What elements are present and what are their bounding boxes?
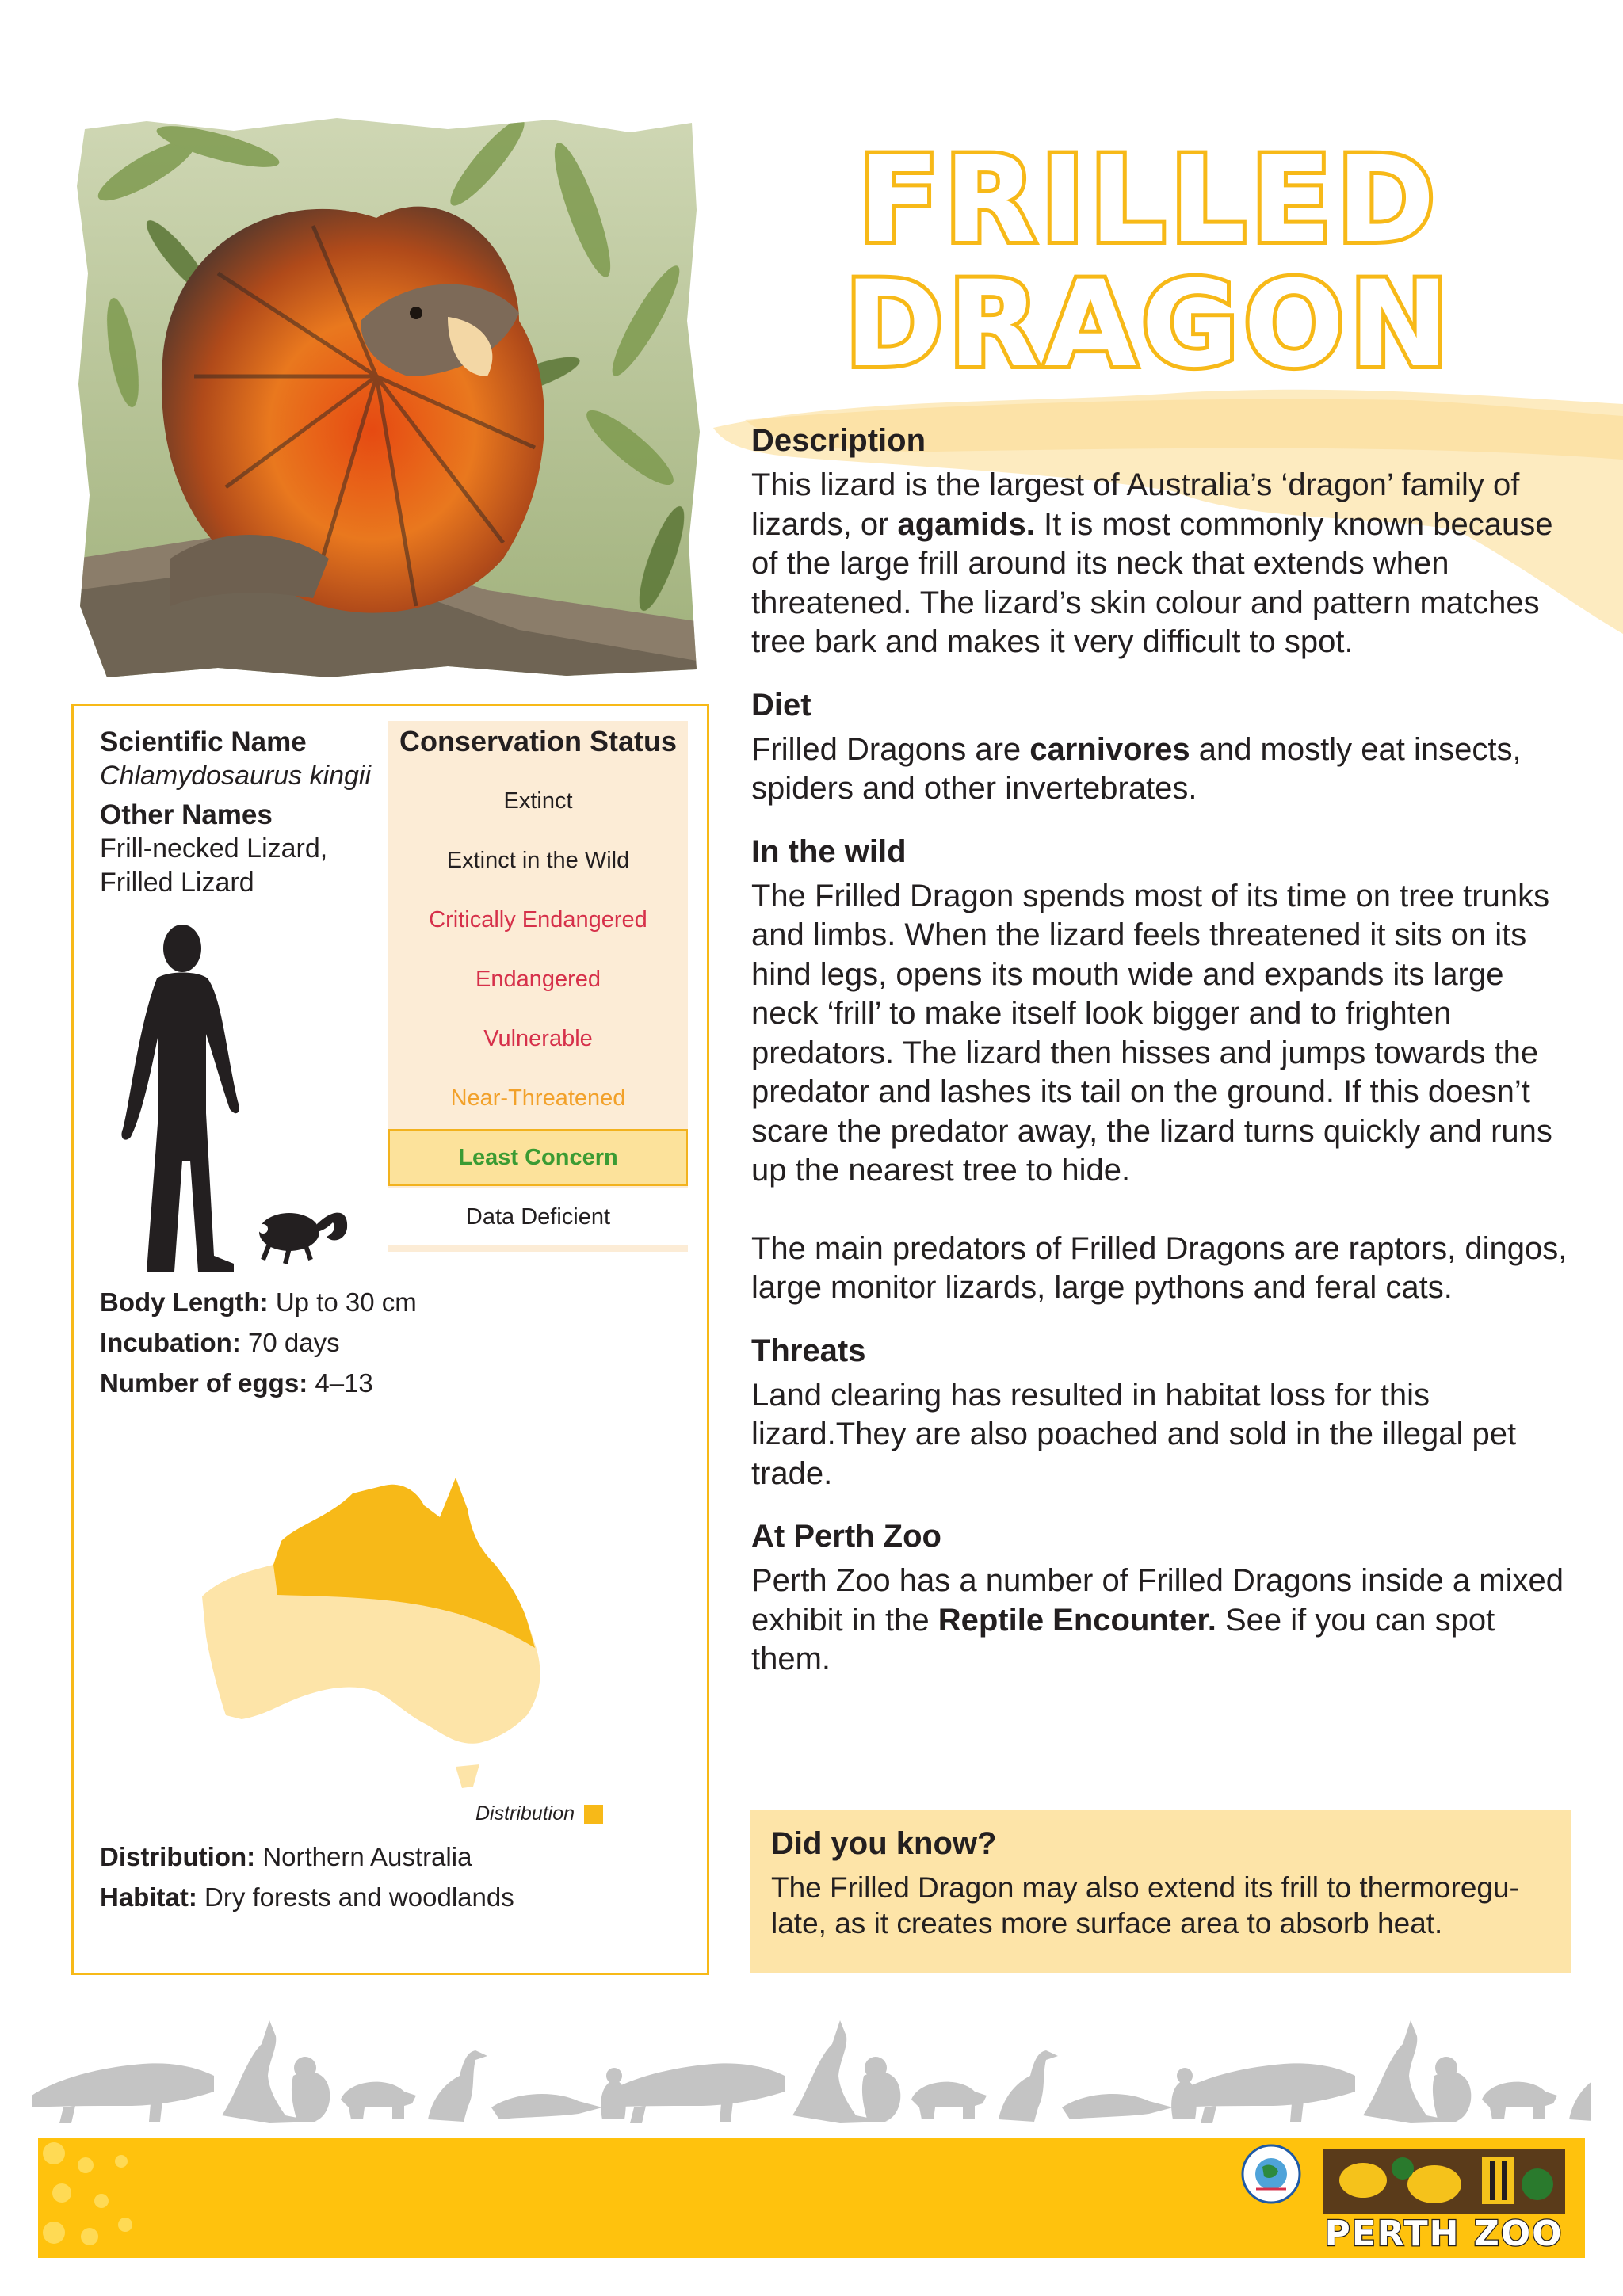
status-critically-endangered: Critically Endangered [429,907,647,933]
status-near-threatened: Near-Threatened [450,1085,626,1111]
title-line-2: DRAGON [844,256,1454,394]
distribution-value: Northern Australia [262,1842,472,1871]
map-legend-label: Distribution [475,1802,575,1825]
distribution-block [100,1836,686,1917]
body-length-row [100,1282,655,1322]
status-endangered: Endangered [475,967,601,992]
reptile-encounter-term: Reptile Encounter. [938,1602,1216,1638]
naming-block [100,725,401,900]
zoo-text-b: See if you can spot them. [751,1602,1495,1676]
scientific-name: Chlamydosaurus kingii [100,761,372,791]
frilled-dragon-photo [75,115,701,681]
threats-section [751,1332,1575,1494]
description-text-b: It is most commonly known because of the large frill around its neck that extends when threatened. The lizard’s skin colour and pattern matches tree bark and makes it very difficult to spot. [751,506,1553,659]
description-text-a: This lizard is the largest of Australia’s ‘dragon’ family of lizards, or [751,467,1520,542]
lizard-silhouette-icon [258,1213,347,1264]
description-heading: Description [751,423,926,458]
size-comparison-silhouettes [95,923,365,1272]
title-line-1: FRILLED [858,132,1440,269]
agamids-term: agamids. [897,506,1035,542]
status-data-deficient: Data Deficient [388,1188,688,1245]
body-length-label: Body Length: [100,1287,269,1317]
zoo-heading: At Perth Zoo [751,1519,941,1554]
incubation-label: Incubation: [100,1328,241,1357]
threats-text: Land clearing has resulted in habitat loss for this lizard.They are also poached and sold in the illegal pet trade. [751,1377,1517,1491]
status-vulnerable: Vulnerable [483,1026,593,1051]
habitat-label: Habitat: [100,1882,197,1912]
did-you-know-text: The Frilled Dragon may also extend its frill to thermoregu-late, as it creates more surface area to absorb heat. [771,1871,1519,1939]
perth-zoo-logo [1323,2149,1565,2252]
status-extinct-in-wild: Extinct in the Wild [446,848,630,873]
scientific-name-label: Scientific Name [100,727,307,757]
other-names-label: Other Names [100,799,273,830]
threats-heading: Threats [751,1333,866,1368]
animal-silhouette-strip [32,2012,1591,2127]
government-wa-logo [1240,2143,1302,2205]
incubation-row [100,1322,655,1363]
body-length-value: Up to 30 cm [275,1287,417,1317]
other-name-2: Frilled Lizard [100,868,254,898]
zoo-section [751,1517,1575,1680]
eggs-label: Number of eggs: [100,1368,308,1398]
habitat-value: Dry forests and woodlands [204,1882,514,1912]
eggs-row [100,1363,655,1403]
status-least-concern-current: Least Concern [388,1129,688,1186]
diet-section [751,686,1575,809]
map-legend-swatch [584,1805,603,1824]
map-legend [475,1802,603,1825]
habitat-row [100,1877,686,1917]
incubation-value: 70 days [247,1328,340,1357]
diet-heading: Diet [751,687,812,723]
wild-heading: In the wild [751,833,907,869]
wild-text-1: The Frilled Dragon spends most of its time on tree trunks and limbs. When the lizard feels threatened it sits on its hind legs, opens its mouth wide and expands its large neck ‘frill’ to make itself look bigger and to frighten predators. The lizard then hisses and jumps towards the predator and lashes its tail on the ground. If this doesn’t scare the predator away, the lizard turns quickly and runs up the nearest tree to hide. [751,878,1552,1188]
distribution-row [100,1836,686,1877]
wild-section [751,833,1575,1308]
eggs-value: 4–13 [315,1368,373,1398]
perth-zoo-wordmark: PERTH ZOO [1324,2214,1564,2252]
distribution-label: Distribution: [100,1842,256,1871]
human-silhouette-icon [121,925,239,1272]
description-section [751,421,1575,662]
stats-block [100,1282,655,1403]
zoo-text-a: Perth Zoo has a number of Frilled Dragons inside a mixed exhibit in the [751,1563,1564,1638]
footer-pattern-decoration [38,2138,145,2258]
description-text [751,466,1575,662]
did-you-know-box [750,1810,1571,1973]
info-column [751,421,1575,1703]
wild-text-2: The main predators of Frilled Dragons are raptors, dingos, large monitor lizards, large pythons and feral cats. [751,1230,1568,1305]
conservation-status-title: Conservation Status [399,725,678,757]
tasmania [456,1764,479,1788]
carnivores-term: carnivores [1029,731,1190,767]
zoo-text [751,1562,1575,1680]
diet-text [751,730,1575,809]
diet-text-b: and mostly eat insects, spiders and other invertebrates. [751,731,1522,806]
australia-distribution-map [194,1462,567,1810]
status-extinct: Extinct [503,788,573,814]
diet-text-a: Frilled Dragons are [751,731,1030,767]
did-you-know-heading: Did you know? [771,1826,997,1861]
other-name-1: Frill-necked Lizard, [100,833,328,864]
